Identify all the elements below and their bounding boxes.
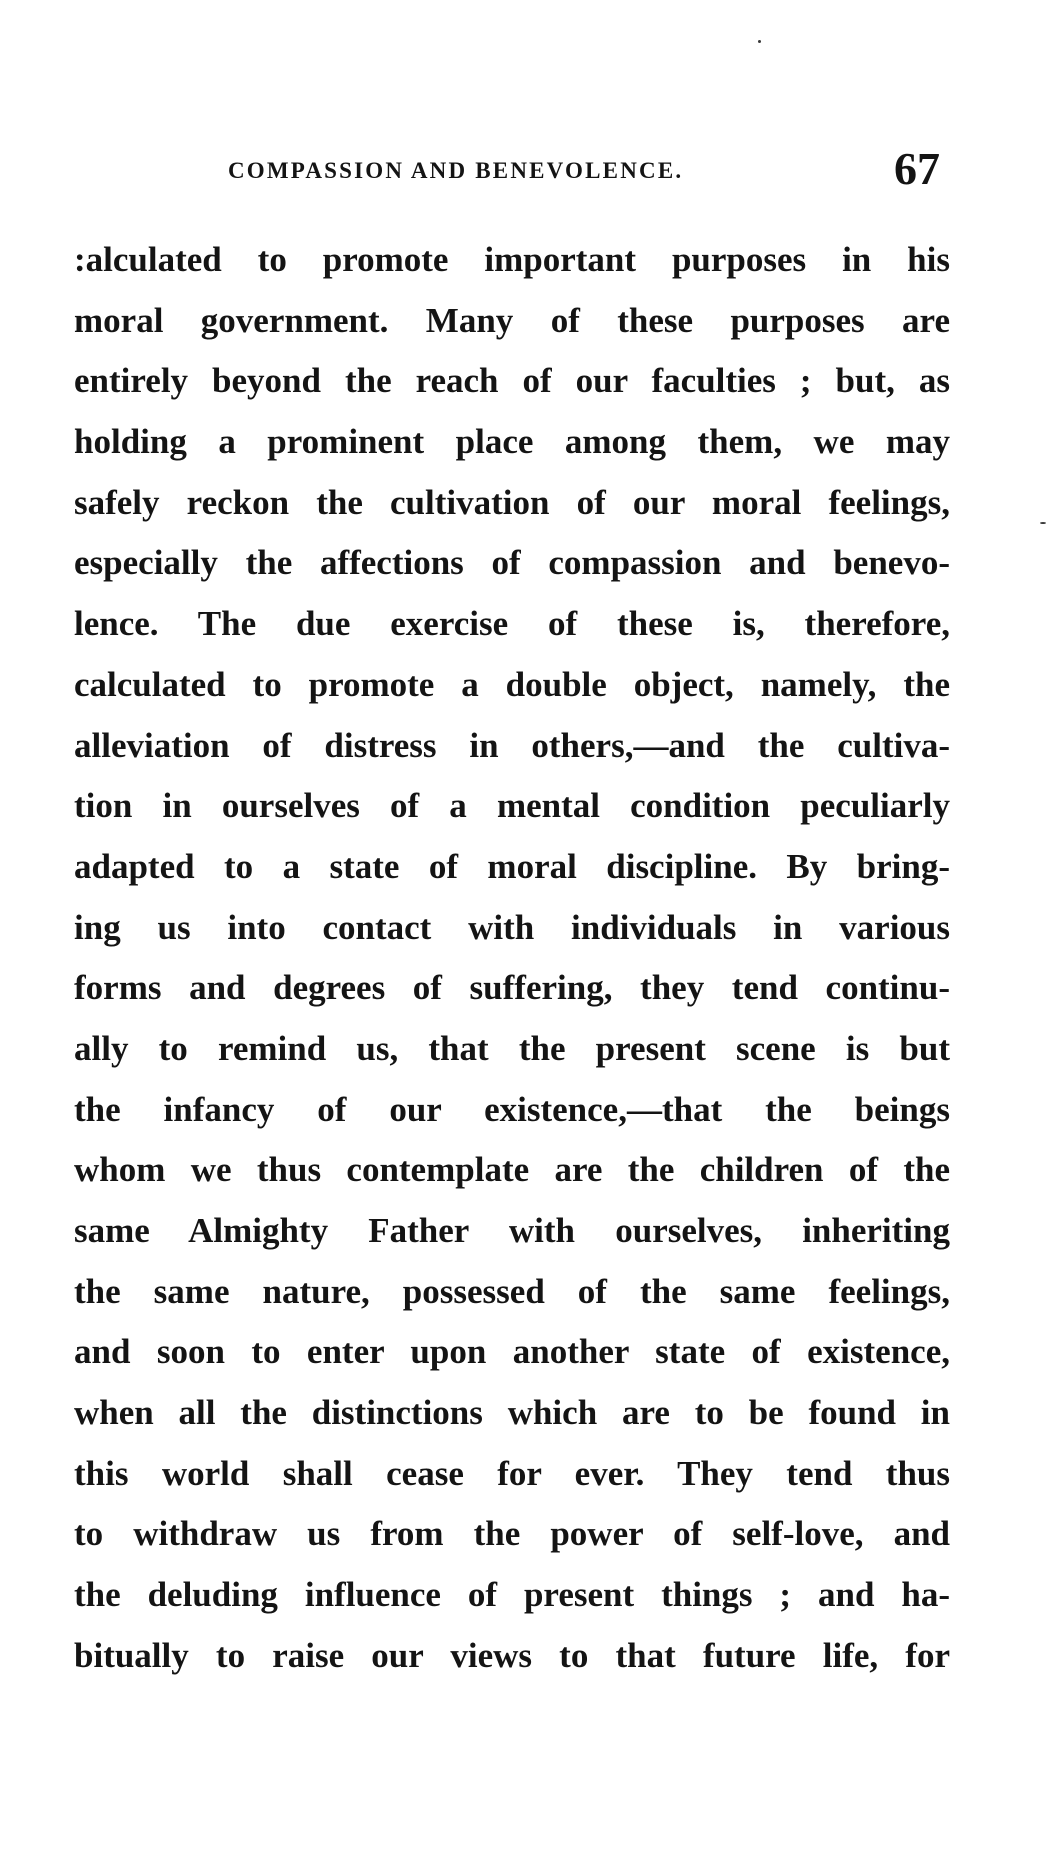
text-line: safely reckon the cultivation of our moral feelings,: [74, 482, 950, 522]
text-line: adapted to a state of moral discipline. By bring-: [74, 846, 950, 886]
text-line: lence. The due exercise of these is, therefore,: [74, 604, 950, 644]
running-header: [0, 138, 1057, 198]
text-line: forms and degrees of suffering, they tend continu-: [74, 968, 950, 1008]
text-line: to withdraw us from the power of self-love, and: [74, 1514, 950, 1554]
text-line: the same nature, possessed of the same feelings,: [74, 1271, 950, 1311]
text-line: alleviation of distress in others,—and the cultiva-: [74, 725, 950, 765]
text-line: calculated to promote a double object, namely, the: [74, 664, 950, 704]
text-line: :alculated to promote important purposes in his: [74, 240, 950, 279]
text-line: tion in ourselves of a mental condition peculiarly: [74, 786, 950, 826]
text-line: the deluding influence of present things ; and ha-: [74, 1575, 950, 1615]
text-line: entirely beyond the reach of our faculties ; but, as: [74, 361, 950, 401]
body-text: [74, 230, 950, 1687]
text-line: bitually to raise our views to that future life, for: [74, 1635, 950, 1675]
text-line: and soon to enter upon another state of existence,: [74, 1332, 950, 1372]
text-line: ing us into contact with individuals in various: [74, 907, 950, 947]
ink-speck: [758, 40, 761, 43]
text-line: holding a prominent place among them, we may: [74, 422, 950, 462]
text-line: whom we thus contemplate are the children of the: [74, 1150, 950, 1190]
text-line: same Almighty Father with ourselves, inheriting: [74, 1211, 950, 1250]
text-line: ally to remind us, that the present scene is but: [74, 1028, 950, 1068]
text-line: moral government. Many of these purposes are: [74, 300, 950, 340]
running-title: COMPASSION AND BENEVOLENCE.: [228, 158, 684, 183]
text-line: especially the affections of compassion and benevo-: [74, 543, 950, 583]
page-number: 67: [894, 143, 940, 194]
text-line: the infancy of our existence,—that the beings: [74, 1089, 950, 1129]
text-line: this world shall cease for ever. They tend thus: [74, 1453, 950, 1493]
text-line: when all the distinctions which are to be found in: [74, 1393, 950, 1433]
ink-speck: [1040, 522, 1046, 524]
